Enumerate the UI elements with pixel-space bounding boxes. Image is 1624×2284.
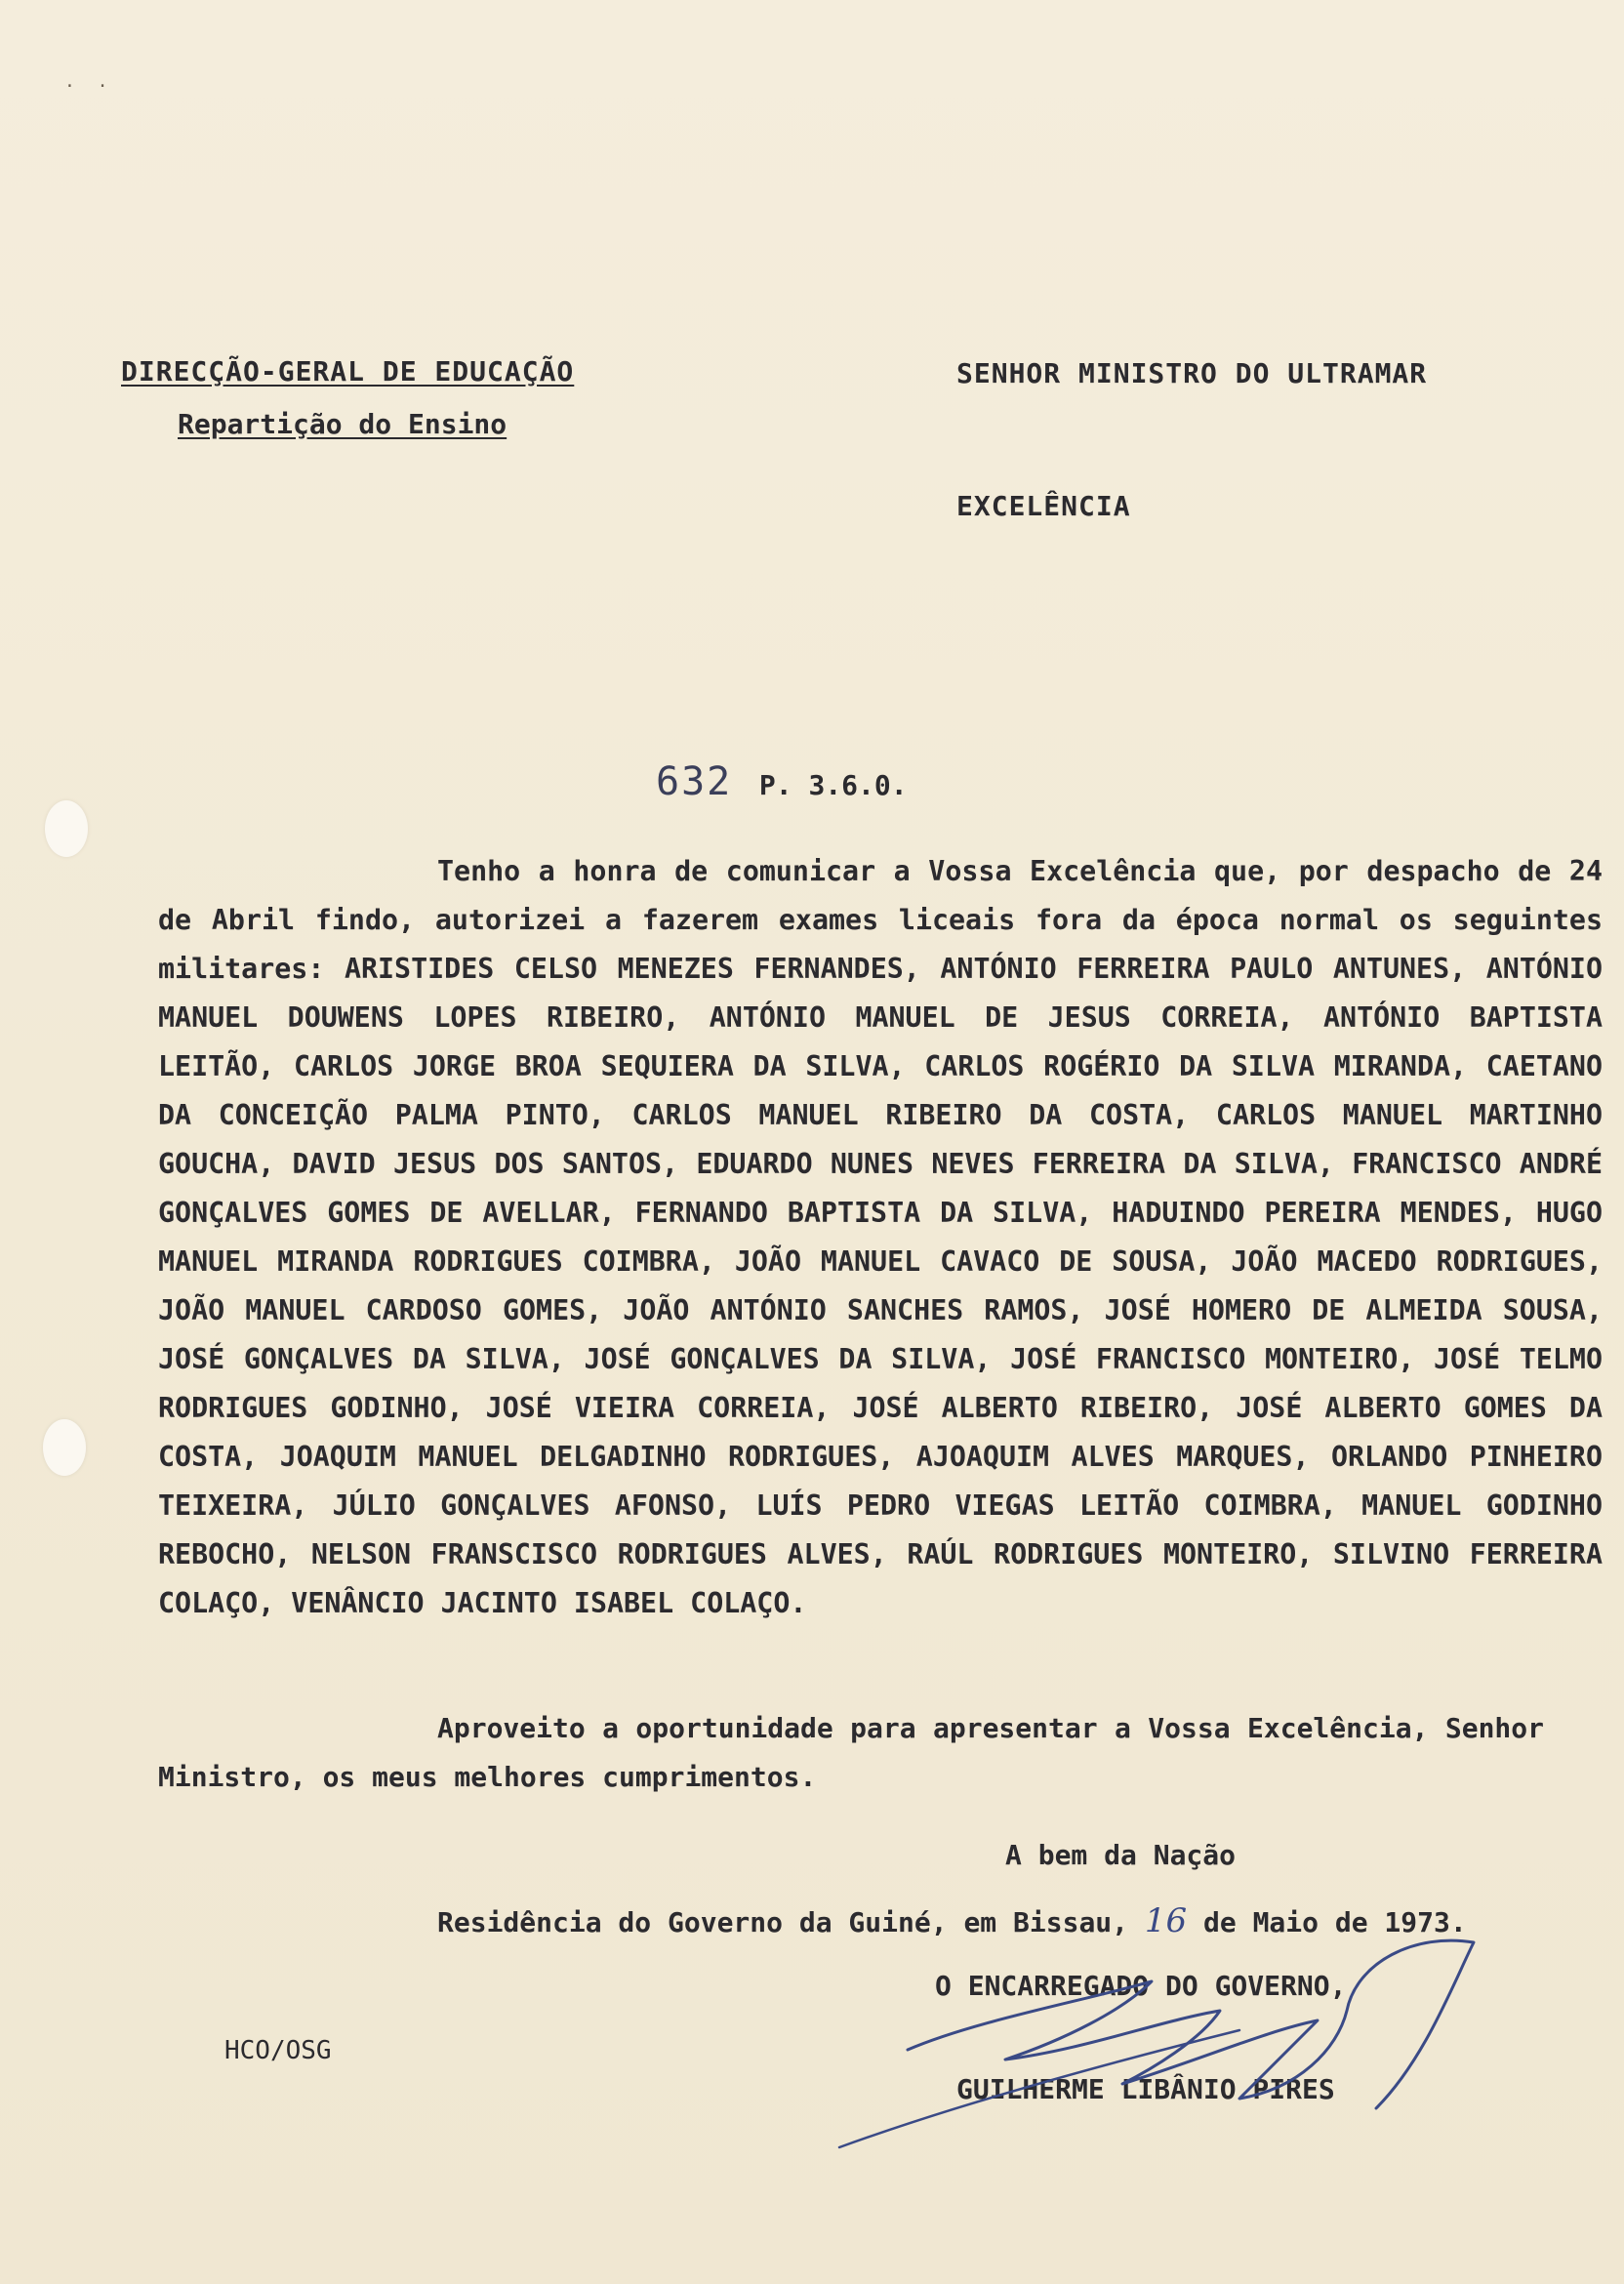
- greeting: A bem da Nação: [1005, 1839, 1237, 1871]
- reference-number: 632: [656, 759, 733, 804]
- handwritten-signature: [830, 1903, 1513, 2157]
- paper-specks: · ·: [64, 76, 114, 97]
- department-heading: DIRECÇÃO-GERAL DE EDUCAÇÃO: [121, 355, 575, 387]
- punch-hole-bottom: [43, 1419, 86, 1476]
- place-prefix: Residência do Governo da Guiné, em Bissau,: [437, 1906, 1129, 1938]
- addressee: SENHOR MINISTRO DO ULTRAMAR: [956, 357, 1428, 389]
- date-suffix: de Maio de 1973.: [1203, 1906, 1467, 1938]
- reference-code: P. 3.6.0.: [758, 769, 908, 801]
- salutation: EXCELÊNCIA: [956, 490, 1131, 522]
- closing-paragraph: [158, 1704, 1544, 1802]
- closing-paragraph-text: Aproveito a oportunidade para apresentar a Vossa Excelência, Senhor Ministro, os meus melhores cumprimentos.: [158, 1712, 1544, 1793]
- signatory-title: O ENCARREGADO DO GOVERNO,: [935, 1970, 1347, 2002]
- reference-initials: HCO/OSG: [224, 2036, 332, 2065]
- handwritten-day: 16: [1144, 1901, 1188, 1940]
- section-heading: Repartição do Ensino: [178, 408, 508, 440]
- signatory-name: GUILHERME LIBÂNIO PIRES: [956, 2073, 1335, 2105]
- body-paragraph: [158, 847, 1603, 1628]
- punch-hole-top: [45, 800, 88, 857]
- reference-line: [656, 759, 908, 804]
- body-paragraph-text: Tenho a honra de comunicar a Vossa Excelência que, por despacho de 24 de Abril findo, autorizei a fazerem exames liceais fora da época normal os seguintes militares: ARISTIDES CELSO MENEZES FERNANDES, ANTÓNIO FERREIRA PAULO ANTUNES, ANTÓNIO MANUEL DOUWENS LOPES RIBEIRO, ANTÓNIO MANUEL DE JESUS CORREIA, ANTÓNIO BAPTISTA LEITÃO, CARLOS JORGE BROA SEQUIERA DA SILVA, CARLOS ROGÉRIO DA SILVA MIRANDA, CAETANO DA CONCEIÇÃO PALMA PINTO, CARLOS MANUEL RIBEIRO DA COSTA, CARLOS MANUEL MARTINHO GOUCHA, DAVID JESUS DOS SANTOS, EDUARDO NUNES NEVES FERREIRA DA SILVA, FRANCISCO ANDRÉ GONÇALVES GOMES DE AVELLAR, FERNANDO BAPTISTA DA SILVA, HADUINDO PEREIRA MENDES, HUGO MANUEL MIRANDA RODRIGUES COIMBRA, JOÃO MANUEL CAVACO DE SOUSA, JOÃO MACEDO RODRIGUES, JOÃO MANUEL CARDOSO GOMES, JOÃO ANTÓNIO SANCHES RAMOS, JOSÉ HOMERO DE ALMEIDA SOUSA, JOSÉ GONÇALVES DA SILVA, JOSÉ GONÇALVES DA SILVA, JOSÉ FRANCISCO MONTEIRO, JOSÉ TELMO RODRIGUES GODINHO, JOSÉ VIEIRA CORREIA, JOSÉ ALBERTO RIBEIRO, JOSÉ ALBERTO GOMES DA COSTA, JOAQUIM MANUEL DELGADINHO RODRIGUES, AJOAQUIM ALVES MARQUES, ORLANDO PINHEIRO TEIXEIRA, JÚLIO GONÇALVES AFONSO, LUÍS PEDRO VIEGAS LEITÃO COIMBRA, MANUEL GODINHO REBOCHO, NELSON FRANSCISCO RODRIGUES ALVES, RAÚL RODRIGUES MONTEIRO, SILVINO FERREIRA COLAÇO, VENÂNCIO JACINTO ISABEL COLAÇO.: [158, 855, 1603, 1619]
